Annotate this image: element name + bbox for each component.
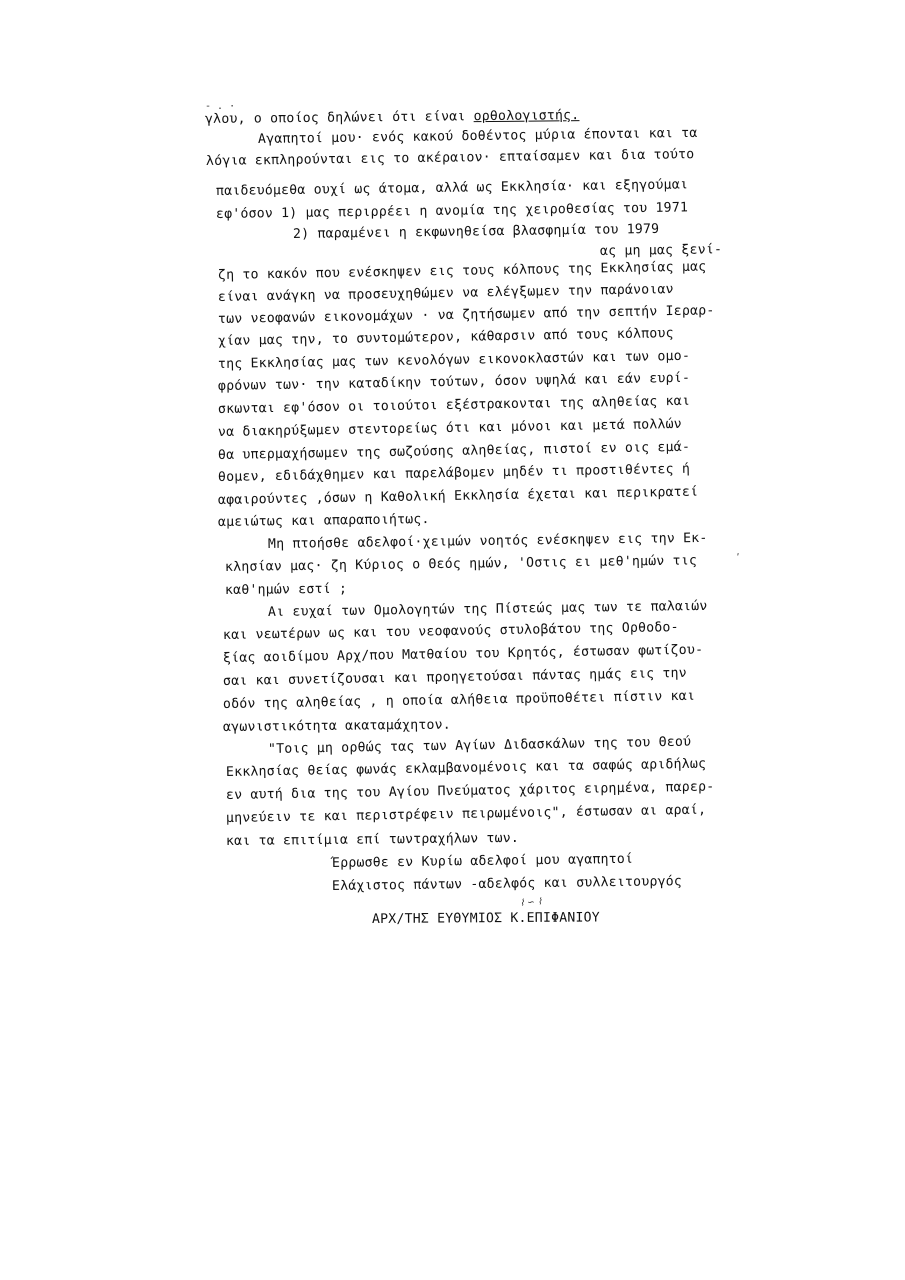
text-line: Αι ευχαί των Ομολογητών της Πίστεώς μας των τε παλαιών: [267, 598, 708, 620]
closing-line: Έρρωσθε εν Κυρίω αδελφοί μου αγαπητοί: [331, 851, 634, 871]
top-mark: - . ·: [205, 101, 236, 112]
closing-line: Ελάχιστος πάντων -αδελφός και συλλειτουργός: [331, 874, 683, 894]
text-line: μηνεύειν τε και περιστρέφειν πειρωμένοις", έστωσαν αι αραί,: [225, 802, 707, 826]
text-line: εφ'όσον 1) μας περιρρέει η ανομία της χειροθεσίας του 1971: [215, 200, 689, 222]
text-line: [205, 108, 580, 127]
text-line: οδόν της αληθείας , η οποία αλήθεια προϋποθέτει πίστιν και: [222, 688, 696, 712]
handwritten-signature: ⌇ ∽ ⌇: [519, 897, 543, 909]
text-line: να διακηρύξωμεν στεντορείως ότι και μόνοι και μετά πολλών: [217, 416, 683, 440]
text-line: ας μη μας ξενί-: [599, 242, 723, 259]
text-line: καθ'ημών εστί ;: [224, 581, 348, 598]
text-line: εν αυτή δια της του Αγίου Πνεύματος χάριτος ειρημένα, παρερ-: [225, 779, 715, 803]
text-line: των νεοφανών εικονομάχων · να ζητήσωμεν από την σεπτήν Ιεραρ-: [217, 303, 715, 327]
underlined-word: ορθολογιστής.: [473, 108, 580, 125]
text-line: "Τοις μη ορθώς τας των Αγίων Διδασκάλων της του Θεού: [267, 734, 692, 757]
text-line: αμειώτως και απαραποιήτως.: [217, 512, 430, 530]
text-line: Αγαπητοί μου· ενός κακού δοθέντος μύρια έπονται και τα: [257, 125, 698, 147]
text-line: παιδευόμεθα ουχί ως άτομα, αλλά ως Εκκλησία· και εξηγούμαι: [215, 177, 689, 199]
text-line: είναι ανάγκη να προσευχηθώμεν να ελέγξωμεν την παράνοιαν: [217, 282, 674, 305]
text-line: αφαιρούντες ,όσων η Καθολική Εκκλησία έχεται και περικρατεί: [217, 484, 699, 508]
text-line: και νεωτέρων ως και του νεοφανούς στυλοβάτου της Ορθοδο-: [222, 620, 679, 643]
line-text: γλου, ο οποίος δηλώνει ότι είναι: [204, 109, 474, 127]
text-line: λόγια εκπληρούνται εις το ακέραιον· επταίσαμεν και δια τούτο: [205, 147, 695, 169]
text-line: της Εκκλησίας μας των κενολόγων εικονοκλαστών και των ομο-: [217, 348, 691, 372]
margin-mark: ʹ: [735, 553, 742, 564]
text-line: σαι και συνετίζουσαι και προηγετούσαι πάντας ημάς εις την: [222, 665, 688, 689]
text-line: σκωνται εφ'όσον οι τοιούτοι εξέστρακονται της αληθείας και: [217, 393, 691, 417]
text-line: φρόνων των· την καταδίκην τούτων, όσον υψηλά και εάν ευρί-: [217, 370, 691, 394]
text-line: Εκκλησίας θείας φωνάς εκλαμβανομένοις και τα σαφώς αριδήλως: [225, 756, 707, 780]
text-line: Μη πτοήσθε αδελφοί·χειμών νοητός ενέσκηψεν εις την Εκ-: [267, 530, 708, 552]
text-line: και τα επιτίμια επί τωντραχήλων των.: [225, 830, 520, 849]
text-line: κλησίαν μας· ζη Κύριος ο Θεός ημών, 'Οστις ει μεθ'ημών τις: [224, 553, 698, 575]
text-line: θομεν, εδιδάχθημεν και παρελάβομεν μηδέν τι προστιθέντες ή: [217, 461, 691, 485]
text-line: ζη το κακόν που ενέσκηψεν εις τους κόλπους της Εκκλησίας μας: [217, 259, 707, 283]
text-line: ξίας αοιδίμου Αρχ/που Ματθαίου του Κρητός, έστωσαν φωτίζου-: [222, 642, 704, 666]
signature-name: ΑΡΧ/ΤΗΣ ΕΥΘΥΜΙΟΣ Κ.ΕΠΙΦΑΝΙΟΥ: [371, 910, 600, 927]
text-line: χίαν μας την, το συντομώτερον, κάθαρσιν από τους κόλπους: [217, 326, 674, 349]
text-line: αγωνιστικότητα ακαταμάχητον.: [222, 717, 451, 735]
text-line: 2) παραμένει η εκφωνηθείσα βλασφημία του 1979: [292, 221, 660, 242]
text-line: θα υπερμαχήσωμεν της σωζούσης αληθείας, πιστοί εν οις εμά-: [217, 439, 691, 463]
